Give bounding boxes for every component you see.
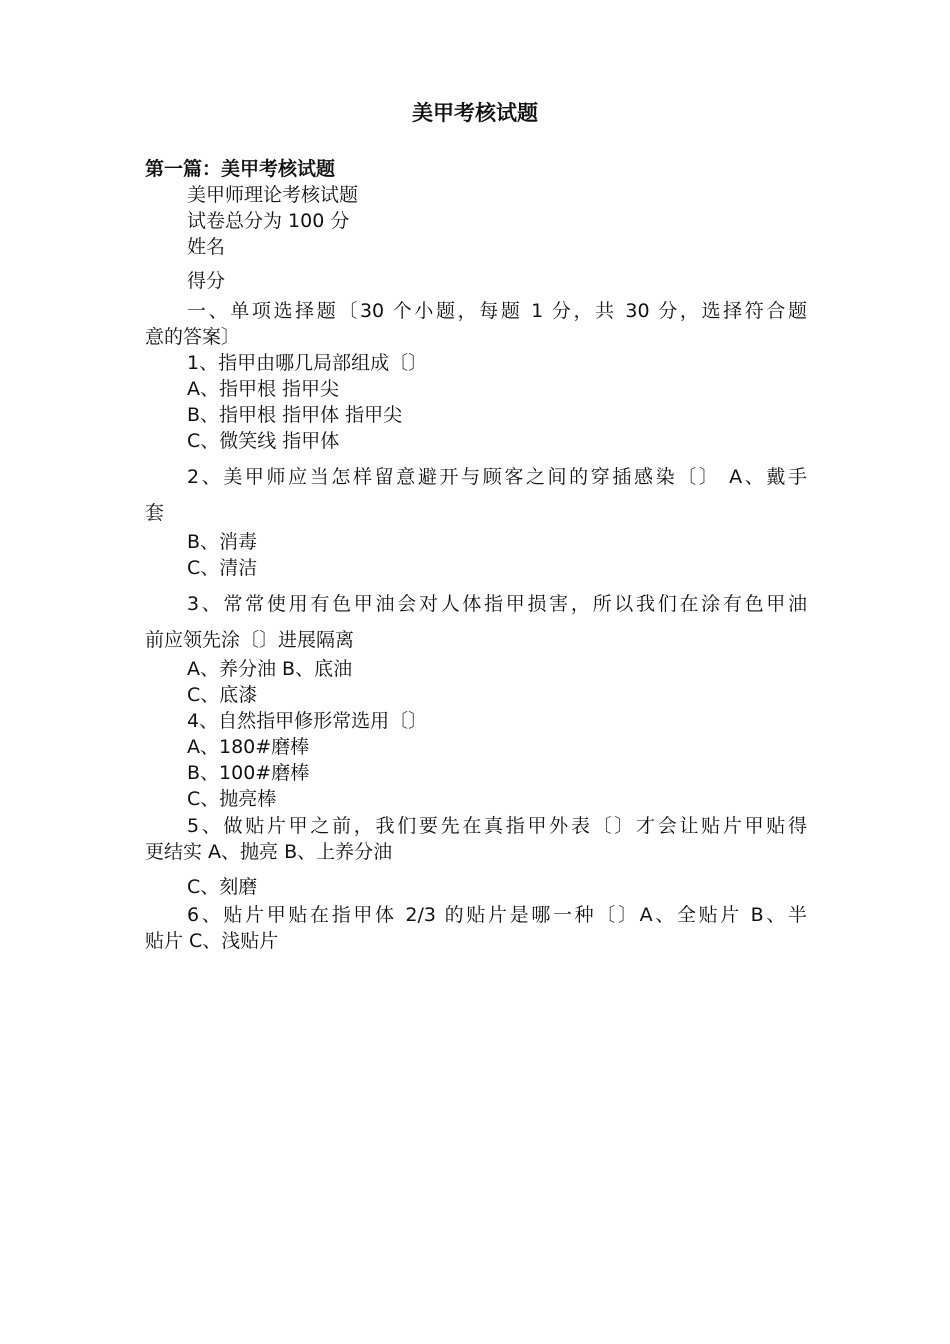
question-5-cont: 更结实 A、抛亮 B、上养分油 <box>145 841 393 863</box>
q1-option-a: A、指甲根 指甲尖 <box>187 378 340 400</box>
q4-option-a: A、180#磨棒 <box>187 736 310 758</box>
question-6-cont: 贴片 C、浅贴片 <box>145 930 279 952</box>
question-5: 5、做贴片甲之前，我们要先在真指甲外表〔〕才会让贴片甲贴得 <box>187 815 807 837</box>
total-score-line: 试卷总分为 100 分 <box>187 210 350 232</box>
q4-option-c: C、抛亮棒 <box>187 788 277 810</box>
question-2: 2、美甲师应当怎样留意避开与顾客之间的穿插感染〔〕 A、戴手 <box>187 466 807 488</box>
chapter-heading: 第一篇：美甲考核试题 <box>145 158 336 180</box>
section-heading-cont: 意的答案〕 <box>145 326 241 348</box>
question-3-cont: 前应领先涂〔〕进展隔离 <box>145 629 355 651</box>
question-4: 4、自然指甲修形常选用〔〕 <box>187 710 428 732</box>
q2-option-b: B、消毒 <box>187 531 258 553</box>
q4-option-b: B、100#磨棒 <box>187 762 310 784</box>
q3-option-c: C、底漆 <box>187 684 258 706</box>
exam-subtitle: 美甲师理论考核试题 <box>187 184 359 206</box>
question-6: 6、贴片甲贴在指甲体 2/3 的贴片是哪一种〔〕A、全贴片 B、半 <box>187 904 807 926</box>
name-label: 姓名 <box>187 236 226 258</box>
question-2-cont: 套 <box>145 502 165 524</box>
q3-options-ab: A、养分油 B、底油 <box>187 658 353 680</box>
q1-option-c: C、微笑线 指甲体 <box>187 430 340 452</box>
question-3: 3、常常使用有色甲油会对人体指甲损害，所以我们在涂有色甲油 <box>187 593 807 615</box>
q1-option-b: B、指甲根 指甲体 指甲尖 <box>187 404 403 426</box>
section-heading: 一、单项选择题〔30 个小题，每题 1 分，共 30 分，选择符合题 <box>187 300 807 322</box>
q5-option-c: C、刻磨 <box>187 876 258 898</box>
score-label: 得分 <box>187 270 226 292</box>
q2-option-c: C、清洁 <box>187 557 258 579</box>
question-1: 1、指甲由哪几局部组成〔〕 <box>187 352 428 374</box>
document-title: 美甲考核试题 <box>412 101 538 125</box>
